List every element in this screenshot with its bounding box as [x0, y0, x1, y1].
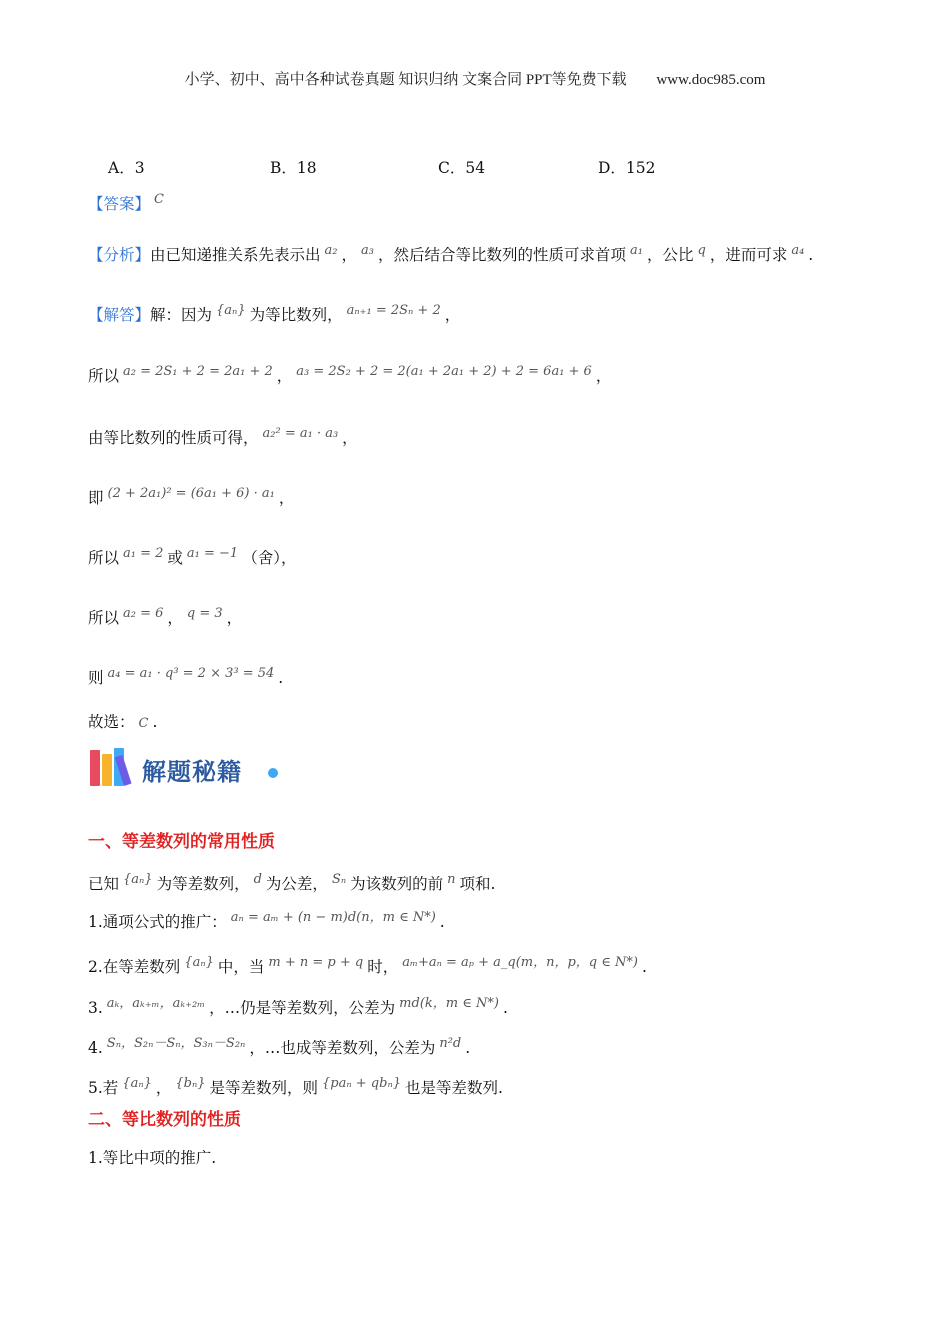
math-expr: aₙ = aₘ + (n − m)d(n，m ∈ N*)	[230, 910, 436, 925]
section-text: .	[439, 913, 445, 931]
page-header	[0, 68, 950, 89]
solution-text: ，	[342, 429, 358, 447]
math-expr: C	[138, 716, 149, 731]
solution-text: 或	[167, 549, 183, 567]
math-expr: d	[253, 872, 262, 887]
math-expr: a₂ = 2S₁ + 2 = 2a₁ + 2	[123, 364, 273, 379]
section-text: 2.在等差数列	[88, 958, 181, 976]
math-expr: {aₙ}	[123, 872, 153, 887]
analysis-text: ，进而可求	[709, 246, 788, 264]
section1-title: 一、等差数列的常用性质	[88, 832, 275, 852]
solution-text: 为等比数列，	[249, 306, 343, 324]
math-expr: Sₙ，S₂ₙ－Sₙ，S₃ₙ－S₂ₙ	[106, 1036, 246, 1051]
option-b: B．18	[270, 159, 317, 177]
solution-line-2	[88, 364, 611, 390]
section-text: ，…仍是等差数列，公差为	[209, 999, 396, 1017]
math-expr: Sₙ	[331, 872, 347, 887]
math-expr: q	[697, 243, 706, 258]
section-text: ，	[155, 1079, 172, 1097]
section1-point-4	[88, 1036, 470, 1062]
section-text: 4.	[88, 1039, 103, 1057]
solution-text: .	[278, 669, 284, 687]
section-text: 已知	[88, 875, 120, 893]
banner-dot	[268, 768, 278, 778]
section-text: 3.	[88, 999, 103, 1017]
section-text: .	[465, 1039, 471, 1057]
secret-banner	[90, 744, 290, 790]
header-text: 小学、初中、高中各种试卷真题 知识归纳 文案合同 PPT等免费下载	[184, 72, 627, 88]
solution-text: 解：因为	[150, 306, 213, 324]
section-text: 1.通项公式的推广：	[88, 913, 227, 931]
option-a: A．3	[108, 159, 145, 177]
section-text: .	[502, 999, 508, 1017]
section1-point-5	[88, 1076, 503, 1102]
math-expr: aₘ+aₙ = aₚ + a_q(m，n，p，q ∈ N*)	[402, 955, 638, 970]
option-d: D．152	[598, 159, 656, 177]
section-text: ，…也成等差数列，公差为	[249, 1039, 436, 1057]
solution-text: 所以	[88, 609, 120, 627]
book-shape	[102, 754, 112, 786]
math-expr: aₙ₊₁ = 2Sₙ + 2	[346, 303, 441, 318]
math-expr: a₂ = 6	[123, 606, 164, 621]
section2-title: 二、等比数列的性质	[88, 1110, 241, 1130]
answer-value: C	[154, 192, 164, 207]
math-expr: a₃ = 2S₂ + 2 = 2(a₁ + 2a₁ + 2) + 2 = 6a₁ + 6	[296, 364, 592, 379]
section-text: 中，当	[217, 958, 265, 976]
analysis-text: ，公比	[646, 246, 694, 264]
math-expr: n²d	[439, 1036, 462, 1051]
solution-line-3	[88, 426, 358, 452]
solution-text: 所以	[88, 367, 120, 385]
math-expr: {aₙ}	[184, 955, 214, 970]
analysis-line	[88, 243, 813, 269]
section1-point-1	[88, 910, 445, 936]
solution-line-1	[88, 303, 460, 329]
answer-line	[88, 192, 168, 218]
solution-text: .	[152, 713, 158, 731]
math-expr: q = 3	[186, 606, 223, 621]
section-text: 是等差数列，则	[209, 1079, 319, 1097]
analysis-text: ，	[341, 246, 358, 264]
math-expr: {paₙ + qbₙ}	[322, 1076, 401, 1091]
solution-line-7	[88, 666, 283, 692]
solution-text: 则	[88, 669, 104, 687]
solution-text: ，	[444, 306, 461, 324]
solution-line-5	[88, 546, 296, 572]
section-text: .	[641, 958, 647, 976]
math-expr: m + n = p + q	[268, 955, 364, 970]
analysis-tag: 【分析】	[88, 246, 151, 264]
answer-tag: 【答案】	[88, 195, 151, 213]
header-url[interactable]: www.doc985.com	[656, 72, 766, 88]
solution-line-6	[88, 606, 242, 632]
math-expr: a₁ = 2	[123, 546, 164, 561]
math-expr: aₖ，aₖ₊ₘ，aₖ₊₂ₘ	[106, 996, 206, 1011]
section-text: 为等差数列，	[156, 875, 250, 893]
section1-intro	[88, 872, 495, 898]
solution-text: 所以	[88, 549, 120, 567]
solution-line-4	[88, 486, 294, 512]
solution-text: ，	[276, 367, 293, 385]
solution-text: ，	[278, 489, 295, 507]
section1-point-3	[88, 996, 508, 1022]
math-expr: md(k，m ∈ N*)	[399, 996, 499, 1011]
solution-text: ，	[226, 609, 243, 627]
section-text: 为公差，	[265, 875, 328, 893]
solution-text: （舍），	[242, 549, 297, 567]
section1-point-2	[88, 955, 647, 981]
math-expr: a₄	[791, 243, 805, 258]
solution-text: 由等比数列的性质可得，	[88, 429, 259, 447]
analysis-text: .	[808, 246, 814, 264]
math-expr: a₁ = −1	[186, 546, 239, 561]
solution-line-8	[88, 710, 157, 736]
math-expr: {aₙ}	[122, 1076, 152, 1091]
secret-title: 解题秘籍	[142, 758, 242, 786]
book-shape	[90, 750, 100, 786]
analysis-text: 由已知递推关系先表示出	[150, 246, 321, 264]
math-expr: a₁	[630, 243, 643, 258]
section-text: 项和.	[459, 875, 496, 893]
section-text: 为该数列的前	[350, 875, 444, 893]
section-text: 时，	[367, 958, 399, 976]
math-expr: {aₙ}	[216, 303, 246, 318]
solution-text: ，	[595, 367, 612, 385]
section-text: 5.若	[88, 1079, 119, 1097]
math-expr: {bₙ}	[175, 1076, 206, 1091]
option-c: C．54	[438, 159, 486, 177]
math-expr: a₂	[324, 243, 338, 258]
solution-text: 即	[88, 489, 104, 507]
math-expr: a₃	[361, 243, 374, 258]
math-expr: n	[447, 872, 456, 887]
solution-tag: 【解答】	[88, 306, 151, 324]
section-text: 也是等差数列.	[404, 1079, 503, 1097]
math-expr: (2 + 2a₁)² = (6a₁ + 6) · a₁	[107, 486, 275, 501]
math-expr: a₄ = a₁ · q³ = 2 × 3³ = 54	[107, 666, 275, 681]
solution-text: 故选：	[88, 713, 135, 731]
math-expr: a₂² = a₁ · a₃	[262, 426, 339, 441]
section2-point-1: 1.等比中项的推广.	[88, 1149, 217, 1167]
books-icon	[90, 748, 136, 786]
solution-text: ，	[167, 609, 183, 627]
analysis-text: ，然后结合等比数列的性质可求首项	[377, 246, 626, 264]
